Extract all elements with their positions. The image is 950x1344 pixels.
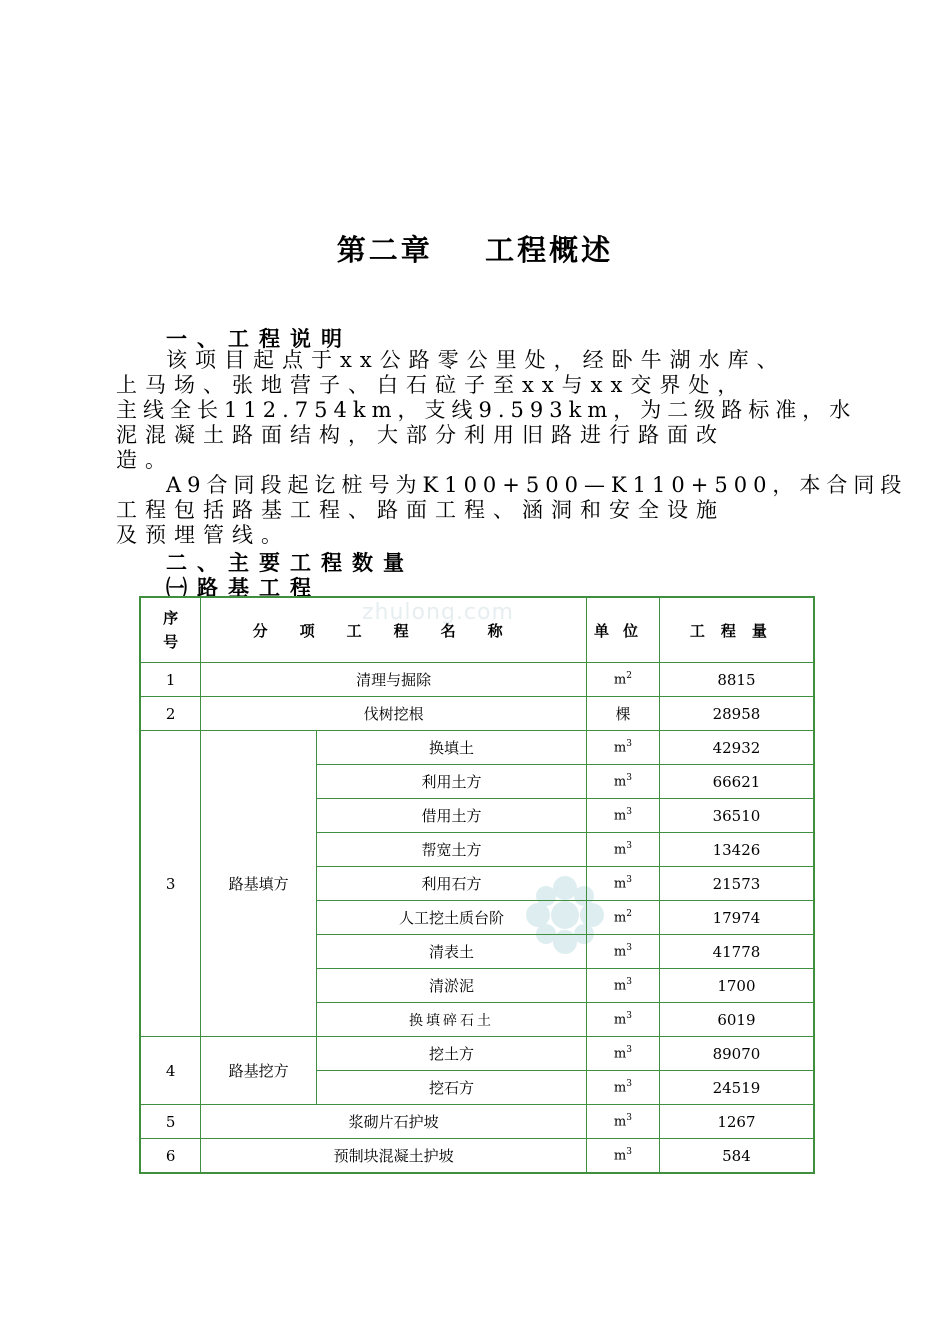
cell-quantity: 66621 <box>659 765 814 799</box>
table-header-row <box>140 597 814 663</box>
cell-item-name: 借用土方 <box>316 799 586 833</box>
cell-unit: $m^3$ <box>587 935 660 969</box>
cell-seq: 2 <box>140 697 201 731</box>
cell-seq: 4 <box>140 1037 201 1105</box>
cell-quantity: 24519 <box>659 1071 814 1105</box>
cell-seq: 6 <box>140 1139 201 1174</box>
table-row <box>140 1105 814 1139</box>
cell-quantity: 13426 <box>659 833 814 867</box>
header-item-name: 分项工程名称 <box>201 597 587 663</box>
cell-quantity: 42932 <box>659 731 814 765</box>
chapter-title: 第二章 工程概述 <box>336 233 614 267</box>
cell-item-name: 伐树挖根 <box>201 697 587 731</box>
para1-line: 上马场、张地营子、白石砬子至xx与xx交界处， <box>116 373 747 397</box>
cell-quantity: 8815 <box>659 663 814 697</box>
cell-quantity: 41778 <box>659 935 814 969</box>
cell-item-name: 人工挖土质台阶 <box>316 901 586 935</box>
cell-unit: $m^3$ <box>587 1003 660 1037</box>
cell-unit: $m^3$ <box>587 731 660 765</box>
cell-item-name: 挖土方 <box>316 1037 586 1071</box>
cell-quantity: 17974 <box>659 901 814 935</box>
cell-item-name: 利用石方 <box>316 867 586 901</box>
cell-item-name: 利用土方 <box>316 765 586 799</box>
cell-group-name: 路基挖方 <box>201 1037 317 1105</box>
cell-seq: 1 <box>140 663 201 697</box>
subgrade-quantity-table <box>139 596 815 1174</box>
cell-unit: $m^3$ <box>587 867 660 901</box>
para1-line: 主线全长112.754km，支线9.593km，为二级路标准，水 <box>116 398 857 422</box>
para2-line: A9合同段起讫桩号为K100+500—K110+500，本合同段 <box>166 473 908 497</box>
table-row <box>140 1037 814 1071</box>
cell-seq: 3 <box>140 731 201 1037</box>
header-quantity: 工程量 <box>659 597 814 663</box>
header-unit: 单位 <box>587 597 660 663</box>
cell-item-name: 预制块混凝土护坡 <box>201 1139 587 1174</box>
table-row <box>140 697 814 731</box>
table-row <box>140 663 814 697</box>
para2-line: 工程包括路基工程、路面工程、涵洞和安全设施 <box>116 498 725 522</box>
table-row <box>140 731 814 765</box>
cell-unit: $m^2$ <box>587 663 660 697</box>
cell-item-name: 帮宽土方 <box>316 833 586 867</box>
para1-line: 造。 <box>116 448 174 472</box>
cell-unit: $m^3$ <box>587 765 660 799</box>
cell-quantity: 21573 <box>659 867 814 901</box>
cell-quantity: 584 <box>659 1139 814 1174</box>
cell-item-name: 换填碎石土 <box>316 1003 586 1037</box>
cell-seq: 5 <box>140 1105 201 1139</box>
cell-unit: $m^3$ <box>587 1071 660 1105</box>
cell-unit: 棵 <box>587 697 660 731</box>
watermark-text: zhulong.com <box>362 600 514 625</box>
cell-unit: $m^2$ <box>587 901 660 935</box>
cell-quantity: 28958 <box>659 697 814 731</box>
subheading-subgrade-works: ㈠路基工程 <box>166 576 321 600</box>
cell-item-name: 清表土 <box>316 935 586 969</box>
cell-group-name: 路基填方 <box>201 731 317 1037</box>
cell-unit: $m^3$ <box>587 1139 660 1174</box>
paragraph-project-start <box>116 348 857 473</box>
header-seq: 序号 <box>140 597 201 663</box>
section-heading-main-quantities: 二、主要工程数量 <box>166 551 414 575</box>
cell-item-name: 换填土 <box>316 731 586 765</box>
cell-unit: $m^3$ <box>587 1037 660 1071</box>
cell-unit: $m^3$ <box>587 799 660 833</box>
cell-unit: $m^3$ <box>587 833 660 867</box>
cell-quantity: 6019 <box>659 1003 814 1037</box>
cell-item-name: 浆砌片石护坡 <box>201 1105 587 1139</box>
para1-line: 泥混凝土路面结构，大部分利用旧路进行路面改 <box>116 423 725 447</box>
cell-quantity: 36510 <box>659 799 814 833</box>
section-heading-project-description: 一、工程说明 <box>166 327 352 351</box>
cell-item-name: 清淤泥 <box>316 969 586 1003</box>
cell-item-name: 清理与掘除 <box>201 663 587 697</box>
cell-quantity: 89070 <box>659 1037 814 1071</box>
cell-quantity: 1267 <box>659 1105 814 1139</box>
cell-quantity: 1700 <box>659 969 814 1003</box>
table-row <box>140 1139 814 1174</box>
cell-unit: $m^3$ <box>587 1105 660 1139</box>
para2-line: 及预埋管线。 <box>116 523 290 547</box>
cell-item-name: 挖石方 <box>316 1071 586 1105</box>
para1-line: 该项目起点于xx公路零公里处，经卧牛湖水库、 <box>166 348 786 372</box>
paragraph-contract-section <box>116 473 908 548</box>
cell-unit: $m^3$ <box>587 969 660 1003</box>
